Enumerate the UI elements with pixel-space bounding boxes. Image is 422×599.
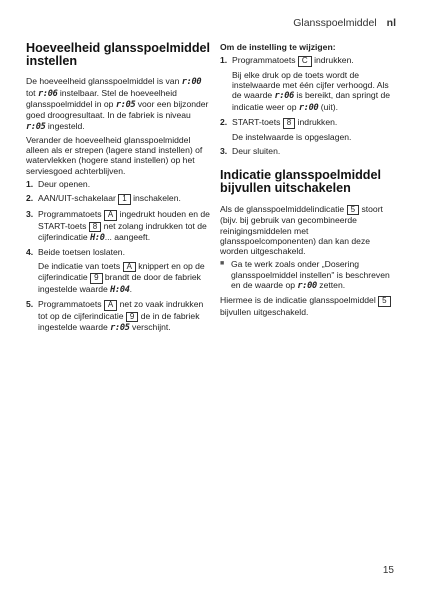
display-value: r:06 [37, 88, 58, 99]
page-number: 15 [382, 565, 394, 576]
display-value: r:05 [115, 100, 136, 110]
steps-list [220, 55, 398, 156]
key-label: 8 [89, 222, 101, 233]
language-code: nl [386, 17, 396, 29]
display-value: r:05 [110, 323, 130, 334]
list-item: ■ Ga te werk zoals onder „Dosering glansspoelmiddel instellen" is beschreven en de waarde op r:00 zetten. [220, 259, 390, 292]
result-paragraph: Hiermee is de indicatie glansspoelmiddel 5 bijvullen uitgeschakeld. [220, 295, 398, 317]
key-label: A [104, 210, 117, 221]
key-label: 5 [347, 205, 359, 216]
right-column [220, 42, 398, 320]
bullet-square-icon: ■ [220, 260, 225, 268]
key-label: C [298, 56, 312, 67]
indicator-paragraph: Als de glansspoelmiddelindicatie 5 stoort (bijv. bij gebruik van gecombineerde reinigingsmiddelen met glansspoelcomponenten) dan kan deze worden uitgeschakeld. [220, 203, 383, 257]
change-paragraph: Verander de hoeveelheid glansspoelmiddel alleen als er strepen (lagere stand instellen) of watervlekken (hogere stand instellen) op het serviesgoed achterblijven. [26, 134, 203, 176]
left-column [26, 42, 212, 338]
display-value: r:00 [297, 281, 317, 292]
page-header [293, 17, 396, 29]
list-item: 3. Deur sluiten. [220, 145, 281, 156]
key-label: A [123, 262, 136, 273]
list-item: 5. Programmatoets A net zo vaak indrukken tot op de cijferindicatie 9 de in de fabriek ingestelde waarde r:05 verschijnt. [26, 299, 204, 334]
display-value: r:00 [181, 77, 202, 88]
display-value: H:0 [90, 233, 105, 244]
list-item: 3. Programmatoets A ingedrukt houden en de START-toets 8 net zolang indrukken tot de cijferindicatie H:0... aangeeft. [26, 208, 210, 244]
key-label: 9 [90, 273, 102, 284]
key-label: 5 [378, 296, 390, 307]
display-value: r:05 [26, 121, 46, 132]
section-heading-uitschakelen: Indicatie glansspoelmiddel bijvullen uitschakelen [220, 168, 381, 196]
key-label: 8 [283, 118, 295, 129]
display-value: H:04 [110, 284, 130, 295]
list-item: 2. AAN/UIT-schakelaar 1 inschakelen. [26, 193, 181, 204]
section-title: Glansspoelmiddel [293, 17, 377, 29]
list-item: 1. Deur openen. [26, 179, 91, 190]
list-item: 2. START-toets 8 indrukken. De instelwaarde is opgeslagen. [220, 117, 352, 142]
key-label: 1 [118, 194, 130, 205]
key-label: 9 [126, 312, 138, 323]
change-setting-subheading: Om de instelling te wijzigen: [220, 42, 336, 52]
key-label: A [104, 300, 117, 311]
bullet-list [220, 259, 398, 291]
display-value: r:00 [298, 102, 319, 113]
list-item: 1. Programmatoets C indrukken. Bij elke druk op de toets wordt de instelwaarde met één cijfer verhoogd. Als de waarde r:06 is bereikt, dan springt de indicatie weer op r:00 (uit). [220, 55, 391, 113]
display-value: r:06 [274, 91, 295, 102]
intro-paragraph: De hoeveelheid glansspoelmiddel is van r:00 tot r:06 instelbaar. Stel de hoeveelheid glansspoelmiddel in op r:05 voor een bijzonder goed droogresultaat. In de fabriek is niveau r:05 ingesteld. [26, 76, 209, 132]
steps-list [26, 179, 212, 334]
section-heading-instellen: Hoeveelheid glansspoelmiddel instellen [26, 41, 211, 69]
list-item: 4. Beide toetsen loslaten. De indicatie van toets A knippert en op de cijferindicatie 9 brandt de door de fabriek ingestelde waarde H:04. [26, 247, 205, 295]
